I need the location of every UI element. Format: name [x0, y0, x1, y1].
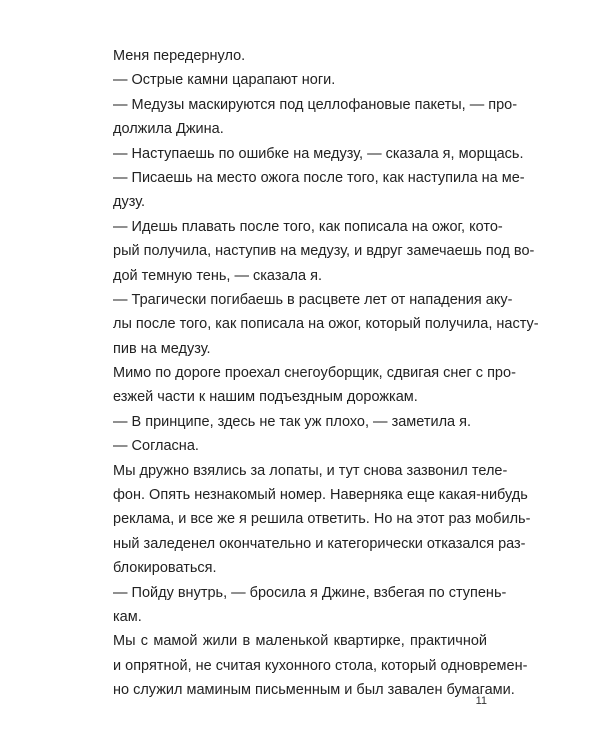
- text-line: лы после того, как пописала на ожог, который получила, насту-: [113, 316, 539, 333]
- text-line: рый получила, наступив на медузу, и вдруг замечаешь под во-: [113, 243, 535, 260]
- text-line: Мимо по дороге проехал снегоуборщик, сдвигая снег с про-: [113, 365, 516, 382]
- text-line: и опрятной, не считая кухонного стола, который одновремен-: [113, 657, 528, 674]
- text-line: — Писаешь на место ожога после того, как наступила на ме-: [113, 169, 525, 186]
- text-line: — Трагически погибаешь в расцвете лет от нападения аку-: [113, 291, 513, 308]
- text-line: езжей части к нашим подъездным дорожкам.: [113, 389, 418, 406]
- text-line: дузу.: [113, 194, 146, 211]
- text-line: — Пойду внутрь, — бросила я Джине, взбегая по ступень-: [113, 584, 507, 601]
- text-line: Меня передернуло.: [113, 48, 246, 64]
- text-line: кам.: [113, 608, 142, 625]
- text-line: но служил маминым письменным и был завален бумагами.: [113, 682, 515, 699]
- text-line: дой темную тень, — сказала я.: [113, 267, 322, 284]
- text-line: — Наступаешь по ошибке на медузу, — сказала я, морщась.: [113, 145, 524, 162]
- text-line: реклама, и все же я решила ответить. Но на этот раз мобиль-: [113, 511, 531, 528]
- text-line: Мы с мамой жили в маленькой квартирке, практичной: [113, 633, 487, 650]
- text-line: — В принципе, здесь не так уж плохо, — заметила я.: [113, 413, 472, 430]
- text-line: — Согласна.: [113, 438, 199, 455]
- text-line: — Идешь плавать после того, как пописала на ожог, кото-: [113, 218, 503, 235]
- text-line: должила Джина.: [113, 121, 224, 138]
- text-line: — Острые камни царапают ноги.: [113, 72, 336, 89]
- text-line: фон. Опять незнакомый номер. Наверняка еще какая-нибудь: [113, 487, 528, 504]
- text-line: — Медузы маскируются под целлофановые пакеты, — про-: [113, 96, 518, 113]
- text-line: ный заледенел окончательно и категорически отказался раз-: [113, 535, 526, 552]
- text-line: Мы дружно взялись за лопаты, и тут снова зазвонил теле-: [113, 462, 508, 479]
- body-text: [113, 44, 539, 703]
- text-line: блокироваться.: [113, 560, 217, 577]
- text-line: пив на медузу.: [113, 340, 211, 357]
- page-number: 11: [475, 695, 487, 707]
